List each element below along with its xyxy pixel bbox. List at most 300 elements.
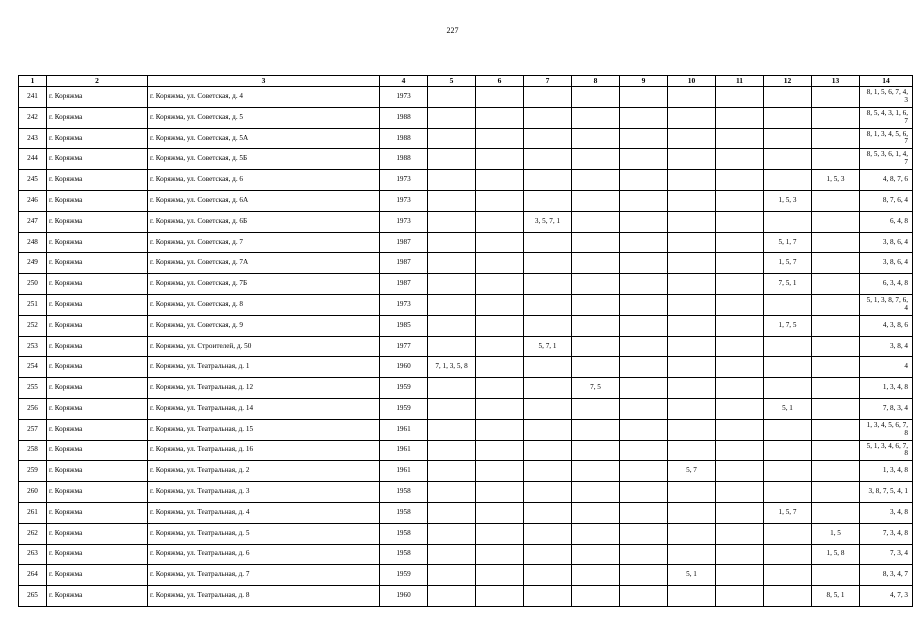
table-cell: [668, 294, 716, 315]
table-cell: [620, 211, 668, 232]
table-cell: [620, 253, 668, 274]
column-header: 12: [764, 76, 812, 87]
table-row: [19, 253, 913, 274]
table-cell: [620, 149, 668, 170]
table-cell: [428, 565, 476, 586]
table-cell: [812, 149, 860, 170]
table-cell: г. Коряжма, ул. Театральная, д. 5: [148, 523, 380, 544]
table-cell: [524, 482, 572, 503]
table-cell: г. Коряжма: [47, 378, 148, 399]
table-cell: [620, 482, 668, 503]
table-cell: [668, 170, 716, 191]
table-cell: [812, 128, 860, 149]
table-cell: [428, 170, 476, 191]
table-row: [19, 565, 913, 586]
table-cell: 1961: [380, 461, 428, 482]
table-cell: [764, 128, 812, 149]
table-cell: 3, 8, 6, 4: [860, 253, 913, 274]
table-cell: [620, 294, 668, 315]
table-row: [19, 544, 913, 565]
table-cell: [572, 107, 620, 128]
table-cell: г. Коряжма, ул. Советская, д. 6Б: [148, 211, 380, 232]
table-cell: [668, 440, 716, 461]
table-cell: [812, 440, 860, 461]
table-cell: [428, 107, 476, 128]
table-cell: 3, 5, 7, 1: [524, 211, 572, 232]
table-cell: [476, 274, 524, 295]
table-cell: [476, 253, 524, 274]
table-row: [19, 586, 913, 607]
table-cell: [716, 586, 764, 607]
table-cell: [476, 544, 524, 565]
table-cell: г. Коряжма: [47, 294, 148, 315]
table-cell: [428, 378, 476, 399]
table-cell: 4, 3, 8, 6: [860, 315, 913, 336]
table-cell: [572, 357, 620, 378]
table-cell: [716, 190, 764, 211]
table-cell: [476, 211, 524, 232]
table-cell: 1, 7, 5: [764, 315, 812, 336]
table-cell: 1, 5, 3: [812, 170, 860, 191]
table-cell: [812, 357, 860, 378]
table-cell: 7, 3, 4: [860, 544, 913, 565]
table-cell: [716, 232, 764, 253]
table-cell: [476, 128, 524, 149]
table-cell: 1987: [380, 232, 428, 253]
table-cell: [620, 502, 668, 523]
table-cell: [428, 211, 476, 232]
table-cell: г. Коряжма: [47, 357, 148, 378]
table-cell: [428, 274, 476, 295]
table-cell: [620, 461, 668, 482]
table-cell: 4: [860, 357, 913, 378]
table-cell: [428, 336, 476, 357]
table-row: [19, 357, 913, 378]
table-cell: [764, 440, 812, 461]
table-cell: 3, 8, 4: [860, 336, 913, 357]
table-cell: [668, 149, 716, 170]
table-cell: г. Коряжма: [47, 565, 148, 586]
table-row: [19, 440, 913, 461]
table-cell: [476, 170, 524, 191]
table-cell: [812, 107, 860, 128]
table-cell: 5, 7, 1: [524, 336, 572, 357]
table-cell: [428, 502, 476, 523]
table-cell: [476, 586, 524, 607]
table-cell: 1958: [380, 502, 428, 523]
table-cell: 1, 3, 4, 8: [860, 378, 913, 399]
table-cell: 242: [19, 107, 47, 128]
table-row: [19, 190, 913, 211]
table-cell: г. Коряжма: [47, 440, 148, 461]
table-cell: [812, 461, 860, 482]
column-header: 6: [476, 76, 524, 87]
table-cell: [620, 440, 668, 461]
table-cell: г. Коряжма: [47, 211, 148, 232]
table-cell: [476, 461, 524, 482]
table-cell: [668, 315, 716, 336]
table-cell: 1987: [380, 253, 428, 274]
table-cell: [428, 419, 476, 440]
table-cell: [716, 149, 764, 170]
table-cell: г. Коряжма, ул. Советская, д. 5: [148, 107, 380, 128]
table-cell: [572, 482, 620, 503]
table-cell: [572, 398, 620, 419]
table-cell: [668, 128, 716, 149]
table-row: [19, 294, 913, 315]
table-cell: [764, 461, 812, 482]
table-cell: [476, 149, 524, 170]
table-cell: [764, 149, 812, 170]
table-cell: 1, 5, 7: [764, 253, 812, 274]
table-cell: [572, 440, 620, 461]
table-cell: [716, 523, 764, 544]
table-cell: [524, 87, 572, 108]
table-row: [19, 378, 913, 399]
table-cell: [764, 378, 812, 399]
table-cell: [764, 107, 812, 128]
table-cell: 249: [19, 253, 47, 274]
column-header: 7: [524, 76, 572, 87]
table-cell: [716, 211, 764, 232]
table-cell: [428, 128, 476, 149]
table-cell: [524, 170, 572, 191]
table-cell: г. Коряжма, ул. Советская, д. 7: [148, 232, 380, 253]
table-cell: [764, 482, 812, 503]
table-cell: [668, 253, 716, 274]
table-cell: [572, 461, 620, 482]
table-cell: [716, 502, 764, 523]
table-cell: 1961: [380, 440, 428, 461]
table-cell: [812, 274, 860, 295]
table-cell: 1973: [380, 87, 428, 108]
table-cell: 255: [19, 378, 47, 399]
table-cell: [572, 315, 620, 336]
table-row: [19, 419, 913, 440]
column-header: 8: [572, 76, 620, 87]
table-cell: [476, 294, 524, 315]
table-cell: г. Коряжма: [47, 398, 148, 419]
table-cell: [524, 440, 572, 461]
table-cell: 1, 3, 4, 5, 6, 7, 8: [860, 419, 913, 440]
table-cell: [716, 294, 764, 315]
table-cell: г. Коряжма, ул. Театральная, д. 2: [148, 461, 380, 482]
table-cell: [572, 128, 620, 149]
table-cell: 253: [19, 336, 47, 357]
column-header: 1: [19, 76, 47, 87]
table-cell: [572, 149, 620, 170]
table-row: [19, 336, 913, 357]
table-cell: [476, 398, 524, 419]
table-row: [19, 461, 913, 482]
table-cell: [428, 523, 476, 544]
table-cell: 1988: [380, 149, 428, 170]
column-header: 9: [620, 76, 668, 87]
table-cell: [428, 149, 476, 170]
table-cell: 247: [19, 211, 47, 232]
table-cell: [476, 107, 524, 128]
table-body: [19, 87, 913, 607]
column-header: 13: [812, 76, 860, 87]
table-cell: 1987: [380, 274, 428, 295]
table-cell: [524, 565, 572, 586]
table-cell: г. Коряжма: [47, 253, 148, 274]
table-cell: г. Коряжма, ул. Советская, д. 5А: [148, 128, 380, 149]
table-cell: [668, 274, 716, 295]
table-cell: 7, 8, 3, 4: [860, 398, 913, 419]
table-cell: 254: [19, 357, 47, 378]
table-cell: [668, 544, 716, 565]
table-cell: [668, 211, 716, 232]
table-cell: [716, 419, 764, 440]
table-cell: 7, 3, 4, 8: [860, 523, 913, 544]
table-cell: [812, 378, 860, 399]
table-cell: [572, 502, 620, 523]
table-cell: [524, 294, 572, 315]
table-cell: [668, 523, 716, 544]
table-cell: 1973: [380, 211, 428, 232]
table-cell: 261: [19, 502, 47, 523]
table-cell: 248: [19, 232, 47, 253]
table-cell: 264: [19, 565, 47, 586]
table-cell: [812, 336, 860, 357]
table-cell: [620, 107, 668, 128]
table-cell: г. Коряжма, ул. Советская, д. 5Б: [148, 149, 380, 170]
table-cell: [524, 315, 572, 336]
table-cell: [668, 482, 716, 503]
table-cell: [476, 315, 524, 336]
table-cell: [620, 419, 668, 440]
table-cell: [572, 523, 620, 544]
table-cell: 1961: [380, 419, 428, 440]
table-cell: [524, 502, 572, 523]
table-cell: [620, 170, 668, 191]
table-cell: 1960: [380, 357, 428, 378]
table-cell: 244: [19, 149, 47, 170]
table-cell: г. Коряжма: [47, 419, 148, 440]
table-cell: [812, 211, 860, 232]
table-cell: [620, 357, 668, 378]
table-cell: г. Коряжма: [47, 502, 148, 523]
table-cell: [524, 274, 572, 295]
table-cell: [620, 274, 668, 295]
table-cell: [620, 87, 668, 108]
table-cell: г. Коряжма, ул. Театральная, д. 14: [148, 398, 380, 419]
table-cell: [428, 190, 476, 211]
table-cell: г. Коряжма, ул. Театральная, д. 16: [148, 440, 380, 461]
table-cell: 4, 7, 3: [860, 586, 913, 607]
table-cell: [476, 502, 524, 523]
table-cell: [620, 232, 668, 253]
table-header-row: [19, 76, 913, 87]
table-cell: [572, 565, 620, 586]
table-cell: 265: [19, 586, 47, 607]
table-cell: 5, 1: [764, 398, 812, 419]
table-cell: г. Коряжма, ул. Театральная, д. 7: [148, 565, 380, 586]
column-header: 14: [860, 76, 913, 87]
table-cell: г. Коряжма, ул. Советская, д. 9: [148, 315, 380, 336]
table-cell: [572, 336, 620, 357]
table-cell: [428, 87, 476, 108]
table-cell: 3, 4, 8: [860, 502, 913, 523]
table-cell: 1959: [380, 565, 428, 586]
table-cell: г. Коряжма, ул. Советская, д. 7Б: [148, 274, 380, 295]
table-cell: [764, 586, 812, 607]
table-cell: [620, 565, 668, 586]
table-cell: [716, 357, 764, 378]
table-cell: 1958: [380, 482, 428, 503]
table-cell: [716, 461, 764, 482]
table-cell: [716, 315, 764, 336]
table-row: [19, 523, 913, 544]
table-cell: [524, 107, 572, 128]
table-cell: [428, 232, 476, 253]
table-cell: [716, 544, 764, 565]
table-cell: [572, 294, 620, 315]
table-cell: 1985: [380, 315, 428, 336]
table-cell: [476, 419, 524, 440]
table-cell: [764, 170, 812, 191]
table-cell: [764, 544, 812, 565]
column-header: 4: [380, 76, 428, 87]
table-cell: [668, 586, 716, 607]
table-cell: [812, 87, 860, 108]
table-cell: г. Коряжма: [47, 336, 148, 357]
table-cell: г. Коряжма: [47, 461, 148, 482]
table-cell: [764, 294, 812, 315]
column-header: 3: [148, 76, 380, 87]
table-cell: г. Коряжма, ул. Театральная, д. 8: [148, 586, 380, 607]
table-cell: г. Коряжма, ул. Театральная, д. 6: [148, 544, 380, 565]
table-row: [19, 274, 913, 295]
table-cell: [716, 378, 764, 399]
table-cell: [812, 502, 860, 523]
table-cell: [476, 190, 524, 211]
table-cell: г. Коряжма, ул. Театральная, д. 4: [148, 502, 380, 523]
table-cell: [812, 190, 860, 211]
table-cell: 1973: [380, 190, 428, 211]
table-cell: г. Коряжма: [47, 482, 148, 503]
table-cell: г. Коряжма, ул. Советская, д. 4: [148, 87, 380, 108]
table-cell: 8, 1, 5, 6, 7, 4, 3: [860, 87, 913, 108]
table-cell: [572, 544, 620, 565]
table-cell: [524, 378, 572, 399]
table-cell: [668, 357, 716, 378]
table-cell: 3, 8, 6, 4: [860, 232, 913, 253]
table-row: [19, 315, 913, 336]
table-cell: 1958: [380, 523, 428, 544]
table-cell: [476, 378, 524, 399]
table-cell: [620, 190, 668, 211]
table-cell: [428, 294, 476, 315]
table-cell: г. Коряжма: [47, 190, 148, 211]
table-cell: 241: [19, 87, 47, 108]
table-cell: [572, 253, 620, 274]
table-cell: [524, 398, 572, 419]
table-cell: [476, 523, 524, 544]
table-cell: [572, 190, 620, 211]
table-cell: 5, 7: [668, 461, 716, 482]
table-cell: [428, 482, 476, 503]
table-cell: [476, 232, 524, 253]
table-cell: [716, 398, 764, 419]
table-cell: 243: [19, 128, 47, 149]
table-cell: г. Коряжма: [47, 107, 148, 128]
table-cell: [812, 294, 860, 315]
table-cell: 1959: [380, 378, 428, 399]
table-cell: [476, 87, 524, 108]
column-header: 10: [668, 76, 716, 87]
table-cell: [668, 502, 716, 523]
table-cell: 8, 5, 4, 3, 1, 6, 7: [860, 107, 913, 128]
table-cell: 7, 5, 1: [764, 274, 812, 295]
table-cell: 250: [19, 274, 47, 295]
table-cell: г. Коряжма, ул. Театральная, д. 12: [148, 378, 380, 399]
table-cell: 5, 1, 3, 4, 6, 7, 8: [860, 440, 913, 461]
table-cell: г. Коряжма: [47, 170, 148, 191]
table-cell: [524, 419, 572, 440]
table-cell: 1, 5, 3: [764, 190, 812, 211]
table-cell: 246: [19, 190, 47, 211]
table-cell: [524, 253, 572, 274]
table-cell: г. Коряжма: [47, 232, 148, 253]
table-cell: [716, 274, 764, 295]
column-header: 5: [428, 76, 476, 87]
table-cell: [524, 586, 572, 607]
table-cell: [668, 232, 716, 253]
table-cell: [812, 398, 860, 419]
table-cell: [620, 586, 668, 607]
table-cell: 245: [19, 170, 47, 191]
column-header: 11: [716, 76, 764, 87]
table-cell: 1977: [380, 336, 428, 357]
table-cell: [572, 419, 620, 440]
table-cell: [812, 232, 860, 253]
table-cell: [476, 565, 524, 586]
table-cell: 1, 5: [812, 523, 860, 544]
table-cell: [428, 440, 476, 461]
table-row: [19, 502, 913, 523]
table-cell: [524, 357, 572, 378]
table-cell: [764, 565, 812, 586]
table-cell: 8, 5, 3, 6, 1, 4, 7: [860, 149, 913, 170]
table-cell: [476, 440, 524, 461]
data-table: [18, 75, 913, 607]
table-cell: г. Коряжма: [47, 274, 148, 295]
table-cell: 6, 4, 8: [860, 211, 913, 232]
table-cell: [620, 398, 668, 419]
table-cell: г. Коряжма: [47, 128, 148, 149]
table-cell: [812, 253, 860, 274]
table-cell: 1, 5, 8: [812, 544, 860, 565]
table-cell: [812, 565, 860, 586]
table-row: [19, 482, 913, 503]
table-row: [19, 107, 913, 128]
table-cell: 1959: [380, 398, 428, 419]
table-cell: [620, 315, 668, 336]
table-cell: [764, 336, 812, 357]
table-cell: [716, 87, 764, 108]
table-cell: [668, 107, 716, 128]
table-cell: 8, 7, 6, 4: [860, 190, 913, 211]
table-cell: г. Коряжма: [47, 149, 148, 170]
table-cell: 5, 1: [668, 565, 716, 586]
table-cell: [524, 149, 572, 170]
table-cell: [476, 357, 524, 378]
table-cell: 262: [19, 523, 47, 544]
table-cell: [716, 107, 764, 128]
table-cell: [620, 544, 668, 565]
